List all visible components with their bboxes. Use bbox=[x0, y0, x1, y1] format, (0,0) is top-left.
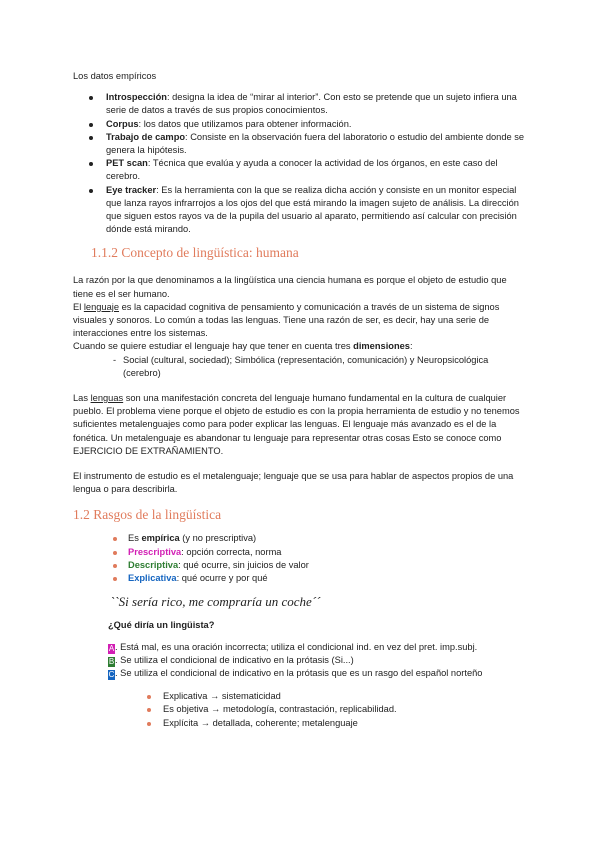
dash-item: - Social (cultural, sociedad); Simbólica (representación, comunicación) y Neuropsicológica (cerebro) bbox=[113, 354, 489, 378]
term: Introspección bbox=[106, 92, 167, 103]
bullet-icon bbox=[113, 537, 117, 541]
bullet-icon bbox=[113, 564, 117, 568]
bullet-icon bbox=[89, 189, 93, 193]
term-link: lenguaje bbox=[83, 301, 120, 312]
term: Eye tracker bbox=[106, 184, 157, 195]
list-item: Es empírica (y no prescriptiva) bbox=[73, 532, 528, 545]
term: Trabajo de campo bbox=[106, 131, 186, 142]
bullet-icon bbox=[113, 577, 117, 581]
list-item: Introspección: designa la idea de “mirar al interior”. Con esto se pretende que un sujeto infiera una serie de datos a través de sus propios conocimientos. bbox=[73, 91, 528, 117]
paragraph: Cuando se quiere estudiar el lenguaje hay que tener en cuenta tres dimensiones: bbox=[73, 341, 413, 352]
list-item: Trabajo de campo: Consiste en la observación fuera del laboratorio o estudio del ambiente donde se genera la hipótesis. bbox=[73, 131, 528, 157]
section-title-rasgos: 1.2 Rasgos de la lingüística bbox=[73, 507, 222, 523]
list-item: Prescriptiva: opción correcta, norma bbox=[73, 546, 528, 559]
term: PET scan bbox=[106, 158, 148, 169]
section-title-concepto: 1.1.2 Concepto de lingüística: humana bbox=[91, 245, 299, 261]
list-item: Corpus: los datos que utilizamos para obtener información. bbox=[73, 118, 528, 131]
dash-icon: - bbox=[113, 354, 117, 365]
bullet-icon bbox=[147, 722, 151, 726]
page-content bbox=[73, 70, 528, 730]
list-item: Explícita → detallada, coherente; metalenguaje bbox=[73, 717, 528, 730]
list-item: Explicativa: qué ocurre y por qué bbox=[73, 572, 528, 585]
traits-list bbox=[73, 532, 528, 585]
bullet-icon bbox=[147, 708, 151, 712]
list-item: PET scan: Técnica que evalúa y ayuda a conocer la actividad de los órganos, en este caso del cerebro. bbox=[73, 157, 528, 183]
answer-c: C. Se utiliza el condicional de indicativo en la prótasis que es un rasgo del español norteño bbox=[108, 667, 483, 679]
bullet-icon bbox=[113, 551, 117, 555]
term-link: lenguas bbox=[90, 393, 124, 404]
label-a-icon: A bbox=[108, 643, 115, 653]
intro-heading: Los datos empíricos bbox=[73, 71, 157, 81]
bullet-icon bbox=[89, 96, 93, 100]
answer-b: B. Se utiliza el condicional de indicativo en la prótasis (Si...) bbox=[108, 654, 354, 666]
label-b-icon: B bbox=[108, 656, 115, 666]
bullet-icon bbox=[89, 136, 93, 140]
paragraph: El instrumento de estudio es el metalenguaje; lenguaje que se usa para hablar de aspectos propios de una lengua o para describirla. bbox=[73, 471, 514, 495]
bullet-icon bbox=[89, 123, 93, 127]
list-item: Explicativa → sistematicidad bbox=[73, 690, 528, 703]
list-item: Descriptiva: qué ocurre, sin juicios de valor bbox=[73, 559, 528, 572]
list-item: Es objetiva → metodología, contrastación, replicabilidad. bbox=[73, 703, 528, 716]
example-quote: ``Si sería rico, me compraría un coche´´ bbox=[110, 594, 321, 610]
answer-a: A. Está mal, es una oración incorrecta; utiliza el condicional ind. en vez del pret. imp.subj. bbox=[108, 641, 478, 653]
paragraph: El lenguaje es la capacidad cognitiva de pensamiento y comunicación a través de un sistema de signos visuales y sonoros. Lo común a todas las lenguas. Tiene una razón de ser, es decir, hay una serie de interacciones entre los sistemas. bbox=[73, 301, 500, 339]
summary-list bbox=[73, 690, 528, 730]
list-item: Eye tracker: Es la herramienta con la que se realiza dicha acción y consiste en un monitor especial que lanza rayos infrarrojos a los ojos del que está mirando la imagen sujeto de análisis. La dirección que siguen estos rayos va de la pupila del usuario al aparato, permitiendo así calcular con precisión dónde está mirando. bbox=[73, 184, 528, 237]
bullet-icon bbox=[89, 162, 93, 166]
paragraph: La razón por la que denominamos a la lingüística una ciencia humana es porque el objeto de estudio que tiene es el ser humano. bbox=[73, 275, 507, 299]
bullet-icon bbox=[147, 695, 151, 699]
question: ¿Qué diría un lingüista? bbox=[108, 620, 215, 631]
term: Corpus bbox=[106, 118, 139, 129]
label-c-icon: C bbox=[108, 669, 115, 679]
data-methods-list bbox=[73, 91, 528, 236]
paragraph: Las lenguas son una manifestación concreta del lenguaje humano fundamental en la cultura de cualquier pueblo. El problema viene porque el objeto de estudio es con la propia herramienta de estudio y no tenemos suficientes metalenguajes como para poder explicar las lenguas. El lenguaje más avanzado es el de la fonética. Un metalenguaje es abandonar tu lenguaje para representar otras cosas Esto se conoce como EJERCICIO DE EXTRAÑAMIENTO. bbox=[73, 393, 520, 456]
